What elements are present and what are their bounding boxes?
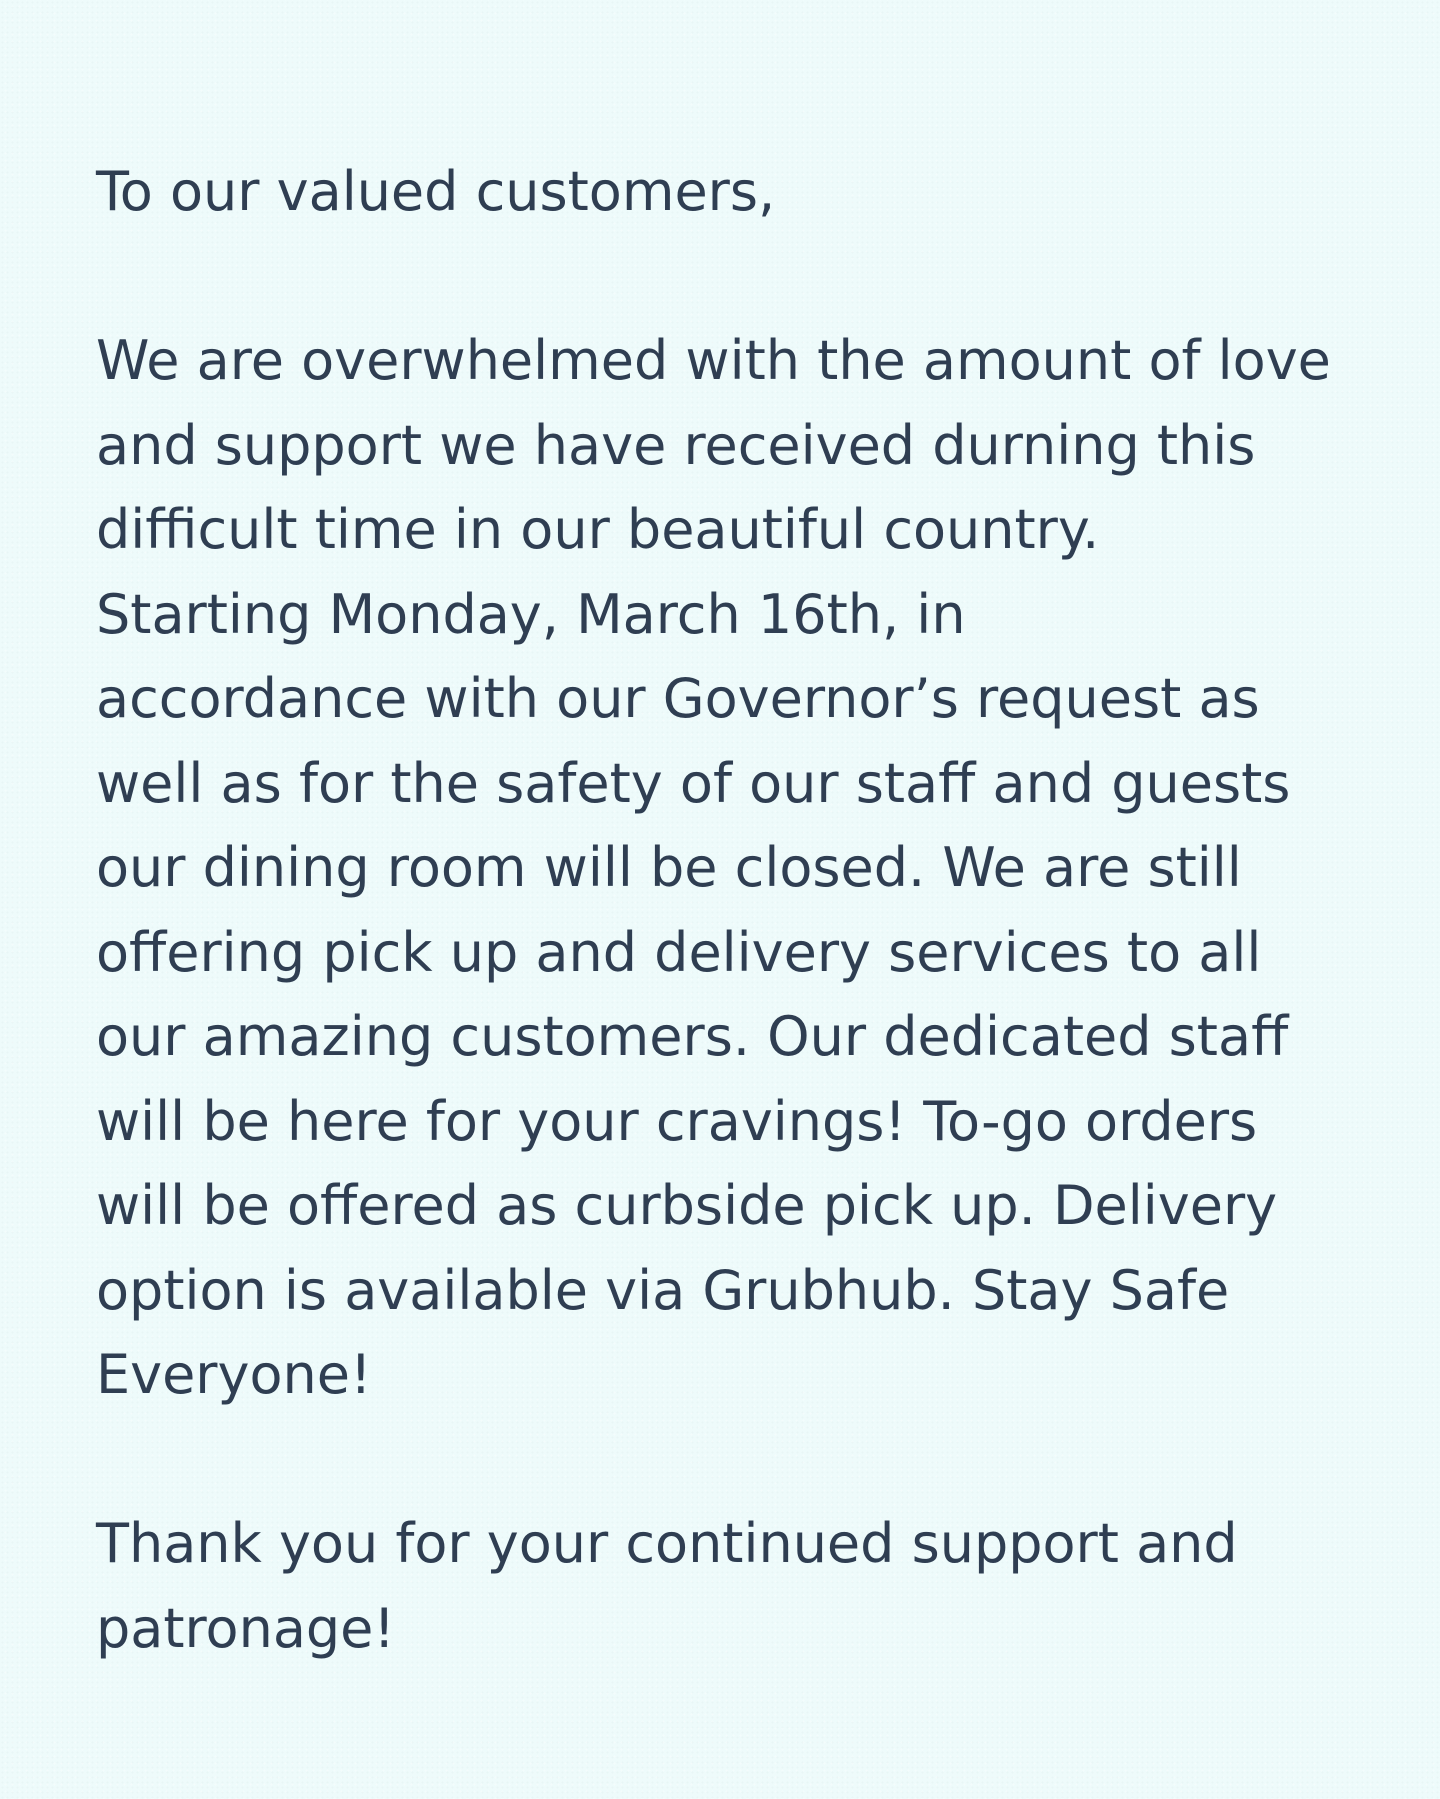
body-line: well as for the safety of our staff and guests	[96, 751, 1291, 815]
body-line: our amazing customers. Our dedicated staff	[96, 1005, 1289, 1068]
greeting: To our valued customers,	[96, 160, 776, 223]
body-paragraph	[96, 319, 1356, 1418]
body-line: and support we have received durning this	[96, 413, 1256, 477]
closing-line: patronage!	[96, 1596, 396, 1660]
body-line: our dining room will be closed. We are still	[96, 836, 1242, 899]
body-line: offering pick up and delivery services to all	[96, 920, 1262, 984]
body-line: option is available via Grubhub. Stay Safe	[96, 1258, 1230, 1322]
body-line: We are overwhelmed with the amount of love	[96, 329, 1331, 392]
closing-line: Thank you for your continued support and	[96, 1512, 1238, 1575]
letter	[96, 150, 1356, 1671]
body-line: Starting Monday, March 16th, in	[96, 582, 966, 646]
body-line: accordance with our Governor’s request as	[96, 667, 1260, 730]
body-line: difficult time in our beautiful country.	[96, 498, 1100, 561]
closing-paragraph	[96, 1502, 1356, 1671]
body-line: will be offered as curbside pick up. Delivery	[96, 1174, 1278, 1237]
body-line: Everyone!	[96, 1343, 372, 1406]
body-line: will be here for your cravings! To-go orders	[96, 1089, 1258, 1153]
